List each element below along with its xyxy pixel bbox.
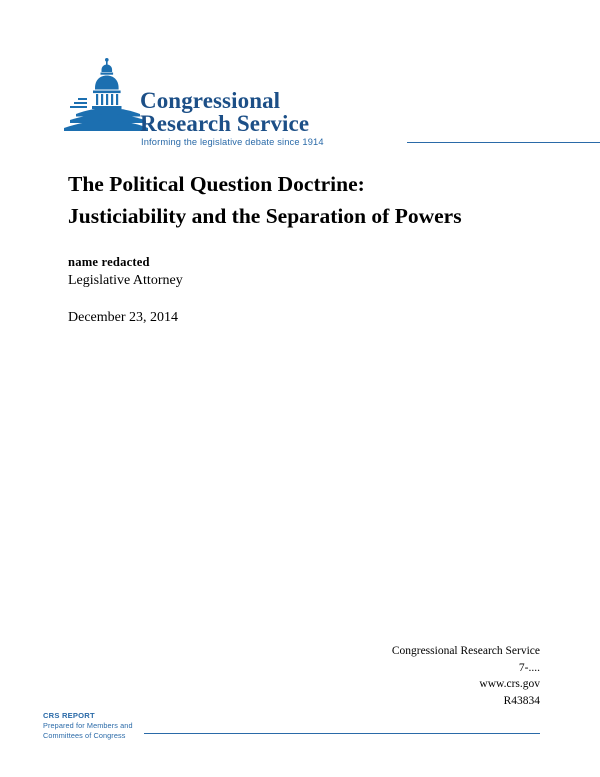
title-line-1: The Political Question Doctrine: [68, 172, 365, 196]
footer-divider [144, 733, 540, 734]
logo-divider [407, 142, 600, 143]
crs-logo-line2: Research Service [140, 111, 310, 136]
title-line-2: Justiciability and the Separation of Powers [68, 204, 462, 228]
footer-prepared-line1: Prepared for Members and [43, 721, 133, 730]
crs-logo [62, 58, 542, 150]
footer-crs-report [43, 711, 243, 740]
capitol-dome-icon [62, 58, 148, 138]
footer-report-label: CRS REPORT [43, 711, 95, 720]
document-date: December 23, 2014 [68, 310, 179, 325]
footer-website[interactable]: www.crs.gov [479, 678, 540, 690]
footer-organization: Congressional Research Service [391, 645, 540, 657]
footer-report-number: R43834 [503, 694, 540, 707]
author-role: Legislative Attorney [68, 273, 183, 288]
footer-prepared-line2: Committees of Congress [43, 730, 126, 740]
crs-logo-tagline: Informing the legislative debate since 1914 [141, 137, 324, 147]
author-name: name redacted [68, 255, 150, 269]
crs-logo-line1: Congressional [140, 88, 281, 113]
crs-logo-text [140, 89, 440, 135]
page-title [68, 168, 538, 232]
footer-phone: 7-.... [518, 661, 540, 674]
footer-identification [280, 643, 540, 709]
